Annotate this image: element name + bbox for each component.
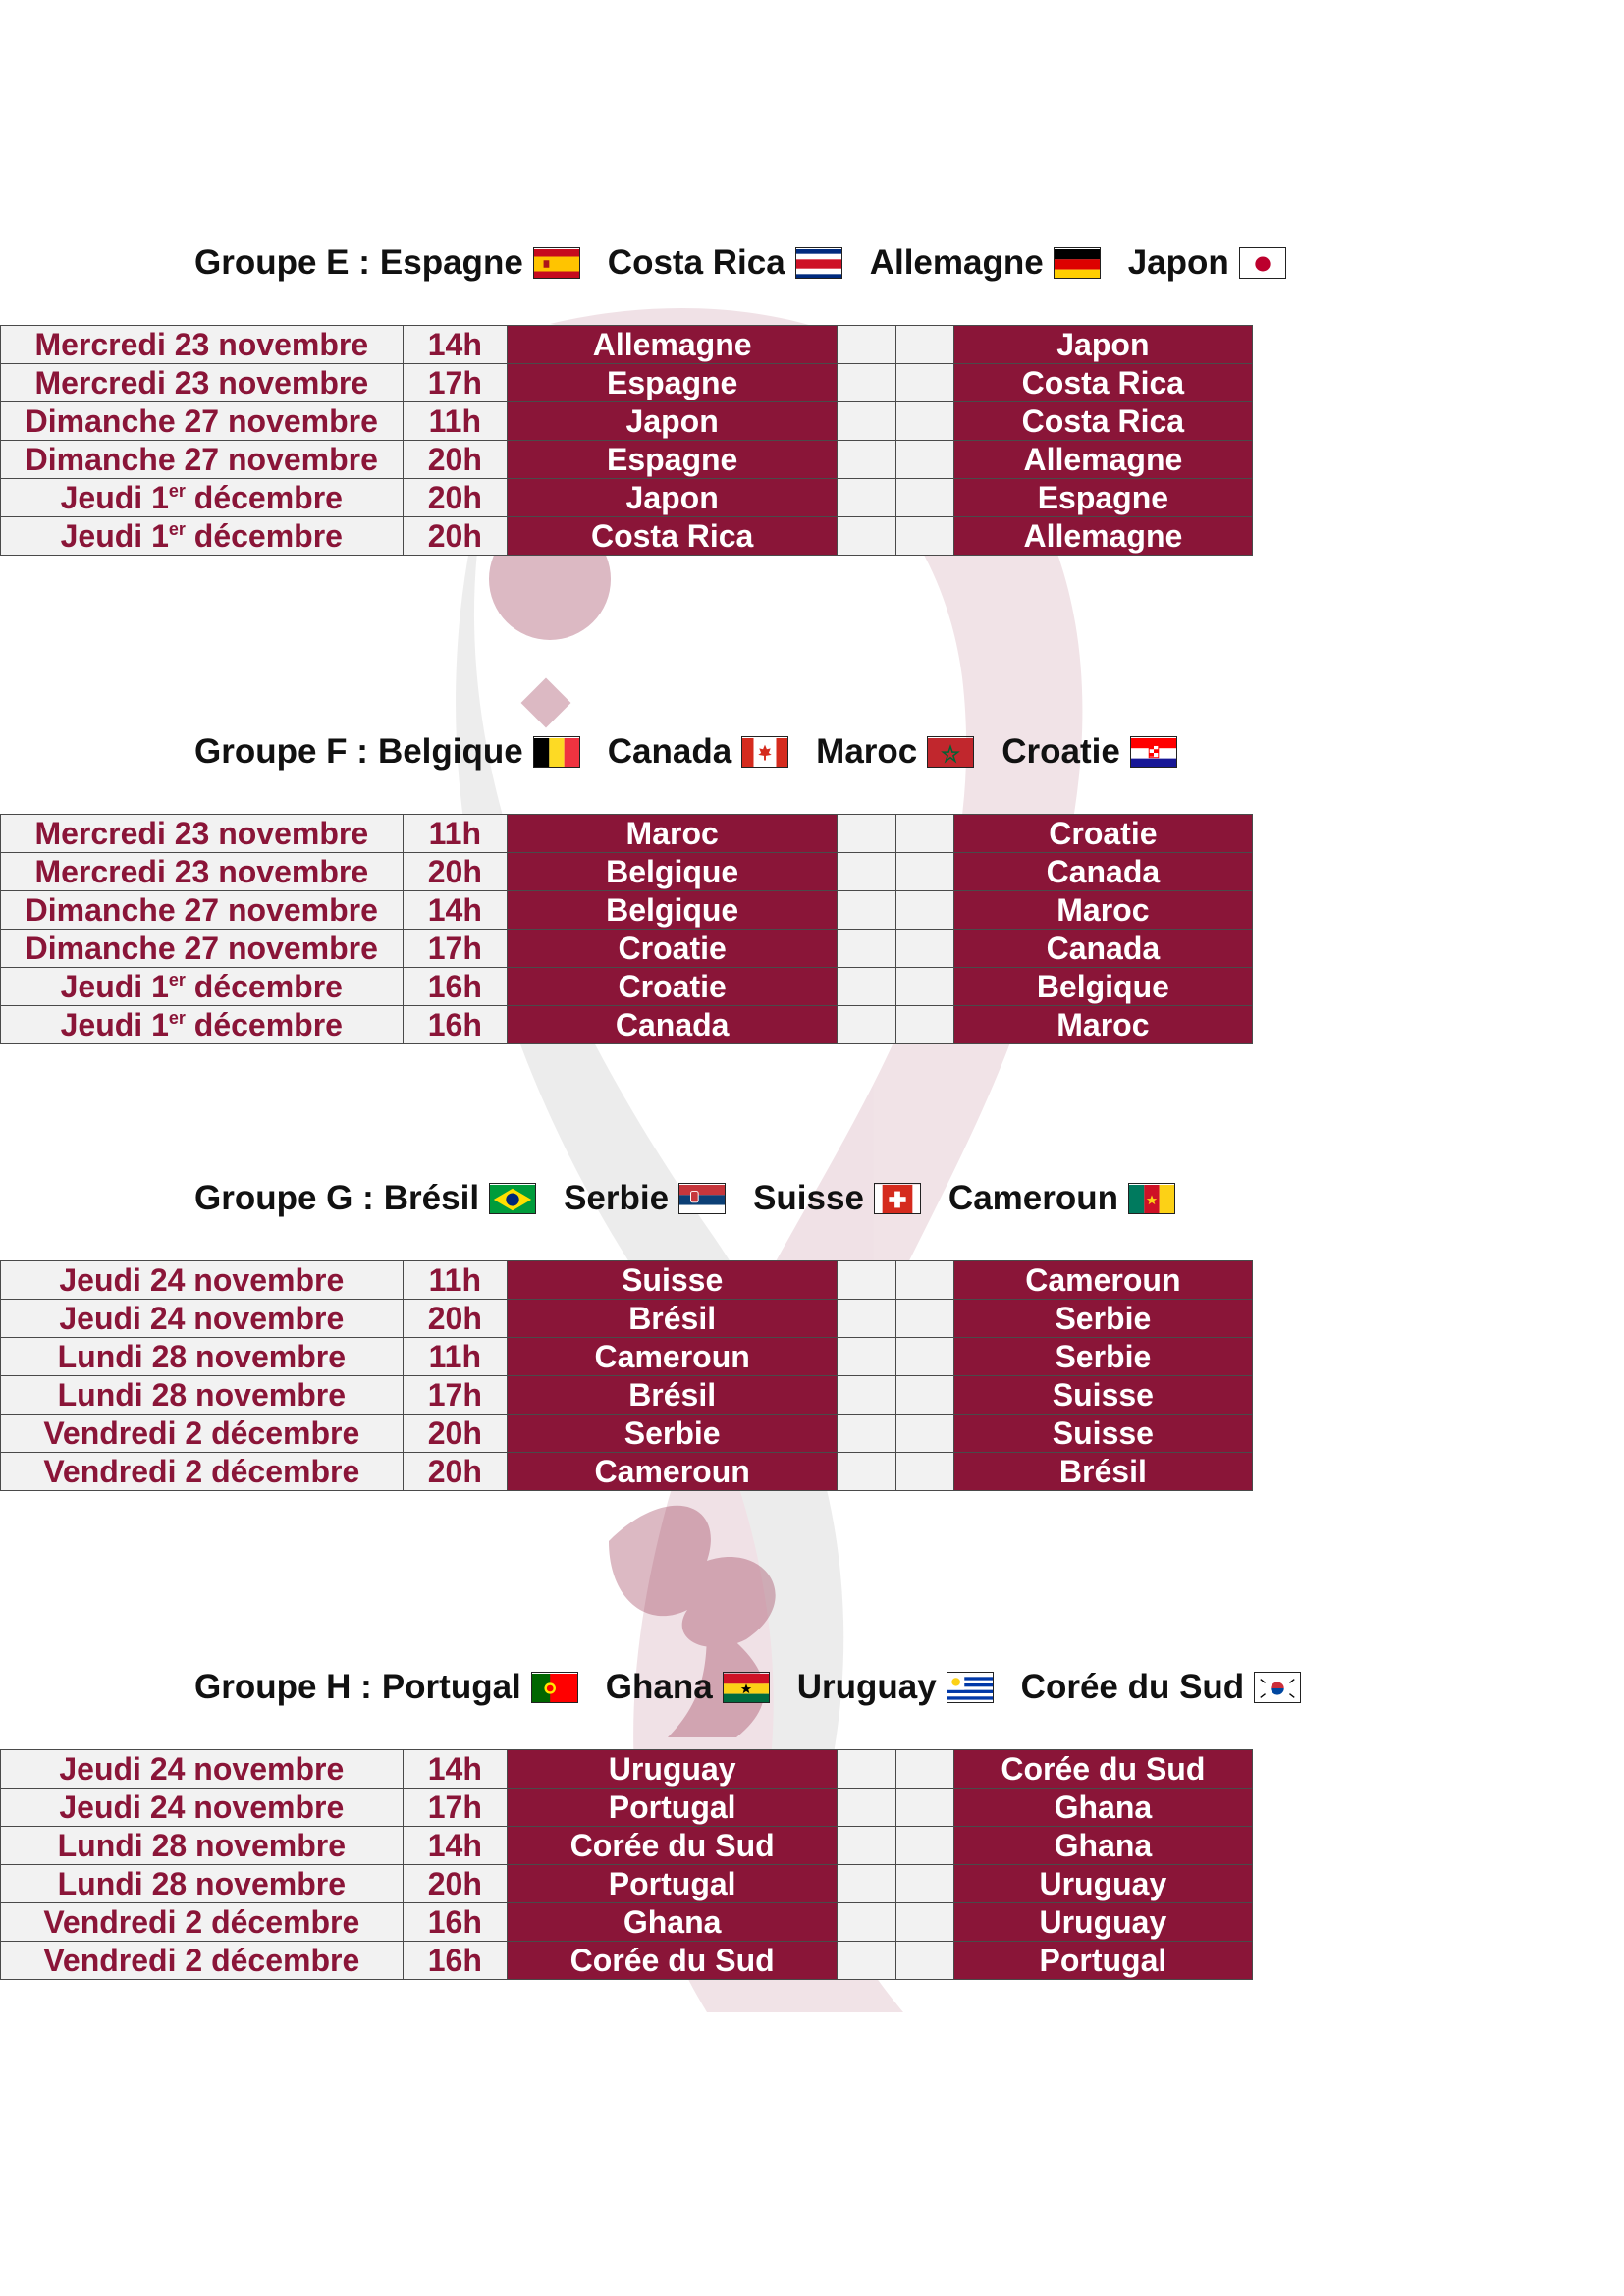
group-team (948, 1179, 1175, 1218)
date-ordinal-suffix: er (168, 1008, 186, 1028)
team-name: Uruguay (796, 1668, 937, 1706)
team-name: Belgique (377, 732, 523, 771)
match-row (1, 1750, 1253, 1789)
match-date-text: Jeudi 1 (60, 480, 169, 515)
match-date: Lundi 28 novembre (1, 1865, 404, 1903)
home-score-cell[interactable] (838, 326, 895, 364)
schedule-table (0, 1749, 1253, 1980)
match-time: 17h (403, 364, 507, 402)
match-date: Mercredi 23 novembre (1, 326, 404, 364)
home-team: Espagne (508, 441, 838, 479)
flag-germany-icon (1054, 247, 1101, 279)
match-time: 16h (403, 1006, 507, 1044)
match-row (1, 1261, 1253, 1300)
away-score-cell[interactable] (895, 930, 953, 968)
match-row (1, 479, 1253, 517)
team-name: Japon (1127, 243, 1229, 282)
match-date: Dimanche 27 novembre (1, 891, 404, 930)
home-score-cell[interactable] (838, 1789, 895, 1827)
match-time: 16h (403, 1942, 507, 1980)
match-time: 20h (403, 517, 507, 556)
group-team (816, 732, 974, 772)
team-name: Portugal (381, 1668, 521, 1706)
away-team: Maroc (953, 891, 1252, 930)
match-time: 20h (403, 853, 507, 891)
home-team: Brésil (508, 1300, 838, 1338)
home-team: Espagne (508, 364, 838, 402)
group-team (384, 1179, 536, 1218)
away-score-cell[interactable] (895, 1300, 953, 1338)
match-date: Lundi 28 novembre (1, 1827, 404, 1865)
match-time: 14h (403, 326, 507, 364)
match-time: 11h (403, 815, 507, 853)
away-team: Canada (953, 930, 1252, 968)
match-date: Mercredi 23 novembre (1, 853, 404, 891)
match-date (1, 479, 404, 517)
away-team: Uruguay (953, 1903, 1252, 1942)
group-team (1128, 243, 1286, 283)
home-team: Suisse (508, 1261, 838, 1300)
group-header (194, 239, 1447, 288)
match-time: 20h (403, 1453, 507, 1491)
match-row (1, 968, 1253, 1006)
team-name: Suisse (753, 1179, 864, 1217)
home-score-cell[interactable] (838, 1300, 895, 1338)
flag-spain-icon (533, 247, 580, 279)
match-row (1, 402, 1253, 441)
away-team: Ghana (953, 1789, 1252, 1827)
match-date: Vendredi 2 décembre (1, 1453, 404, 1491)
match-time: 16h (403, 1903, 507, 1942)
match-date: Jeudi 24 novembre (1, 1750, 404, 1789)
away-team: Allemagne (953, 441, 1252, 479)
home-score-cell[interactable] (838, 930, 895, 968)
home-team: Portugal (508, 1789, 838, 1827)
away-score-cell[interactable] (895, 517, 953, 556)
home-score-cell[interactable] (838, 479, 895, 517)
away-score-cell[interactable] (895, 326, 953, 364)
match-time: 20h (403, 1415, 507, 1453)
home-score-cell[interactable] (838, 1006, 895, 1044)
home-score-cell[interactable] (838, 517, 895, 556)
match-date-month: décembre (185, 1007, 343, 1042)
match-date-month: décembre (185, 518, 343, 554)
group-team (608, 732, 788, 772)
match-date (1, 1006, 404, 1044)
away-score-cell[interactable] (895, 1338, 953, 1376)
match-date: Vendredi 2 décembre (1, 1415, 404, 1453)
match-date: Jeudi 24 novembre (1, 1261, 404, 1300)
schedule-table (0, 814, 1253, 1044)
home-team: Croatie (508, 968, 838, 1006)
home-team: Belgique (508, 853, 838, 891)
match-date: Jeudi 24 novembre (1, 1300, 404, 1338)
match-time: 14h (403, 1827, 507, 1865)
match-time: 17h (403, 1789, 507, 1827)
match-date-text: Jeudi 1 (60, 969, 169, 1004)
match-row (1, 1300, 1253, 1338)
group-team (382, 1668, 578, 1707)
away-team: Croatie (953, 815, 1252, 853)
match-date: Vendredi 2 décembre (1, 1942, 404, 1980)
home-team: Cameroun (508, 1453, 838, 1491)
match-date: Lundi 28 novembre (1, 1376, 404, 1415)
match-time: 17h (403, 1376, 507, 1415)
away-team: Brésil (953, 1453, 1252, 1491)
match-time: 16h (403, 968, 507, 1006)
match-row (1, 364, 1253, 402)
match-date-month: décembre (185, 969, 343, 1004)
schedule-table (0, 1260, 1253, 1491)
away-score-cell[interactable] (895, 1942, 953, 1980)
flag-croatia-icon (1130, 736, 1177, 768)
away-team: Costa Rica (953, 364, 1252, 402)
match-row (1, 853, 1253, 891)
flag-serbia-icon (678, 1183, 726, 1214)
away-team: Canada (953, 853, 1252, 891)
schedule-table (0, 325, 1253, 556)
away-team: Belgique (953, 968, 1252, 1006)
team-name: Croatie (1001, 732, 1120, 771)
match-time: 11h (403, 1261, 507, 1300)
home-team: Corée du Sud (508, 1827, 838, 1865)
match-row (1, 517, 1253, 556)
away-team: Portugal (953, 1942, 1252, 1980)
team-name: Brésil (383, 1179, 480, 1217)
flag-portugal-icon (531, 1672, 578, 1703)
group-team (870, 243, 1101, 283)
flag-canada-icon (741, 736, 788, 768)
match-row (1, 1865, 1253, 1903)
group-team (564, 1179, 726, 1218)
home-team: Japon (508, 479, 838, 517)
home-team: Ghana (508, 1903, 838, 1942)
home-team: Corée du Sud (508, 1942, 838, 1980)
match-date-text: Jeudi 1 (60, 518, 169, 554)
flag-uruguay-icon (947, 1672, 994, 1703)
match-row (1, 326, 1253, 364)
flag-ghana-icon (723, 1672, 770, 1703)
group-header (194, 727, 1447, 776)
home-score-cell[interactable] (838, 968, 895, 1006)
away-team: Allemagne (953, 517, 1252, 556)
away-score-cell[interactable] (895, 364, 953, 402)
match-row (1, 930, 1253, 968)
away-score-cell[interactable] (895, 891, 953, 930)
match-date: Mercredi 23 novembre (1, 364, 404, 402)
team-name: Costa Rica (607, 243, 785, 282)
away-score-cell[interactable] (895, 815, 953, 853)
match-row (1, 1453, 1253, 1491)
match-date-text: Jeudi 1 (60, 1007, 169, 1042)
match-row (1, 891, 1253, 930)
match-date-month: décembre (185, 480, 343, 515)
flag-switzerland-icon (874, 1183, 921, 1214)
away-score-cell[interactable] (895, 968, 953, 1006)
away-team: Japon (953, 326, 1252, 364)
flag-belgium-icon (533, 736, 580, 768)
flag-brazil-icon (489, 1183, 536, 1214)
match-time: 11h (403, 402, 507, 441)
match-date (1, 517, 404, 556)
match-date: Dimanche 27 novembre (1, 930, 404, 968)
away-team: Uruguay (953, 1865, 1252, 1903)
group-label: Groupe G : (194, 1179, 374, 1217)
team-name: Serbie (564, 1179, 670, 1217)
home-score-cell[interactable] (838, 1415, 895, 1453)
home-team: Costa Rica (508, 517, 838, 556)
group-team (606, 1668, 770, 1707)
date-ordinal-suffix: er (168, 481, 186, 501)
match-row (1, 441, 1253, 479)
home-team: Brésil (508, 1376, 838, 1415)
away-score-cell[interactable] (895, 1750, 953, 1789)
away-team: Maroc (953, 1006, 1252, 1044)
away-score-cell[interactable] (895, 1376, 953, 1415)
away-team: Serbie (953, 1338, 1252, 1376)
home-score-cell[interactable] (838, 1865, 895, 1903)
away-score-cell[interactable] (895, 1415, 953, 1453)
home-score-cell[interactable] (838, 1942, 895, 1980)
match-time: 11h (403, 1338, 507, 1376)
home-score-cell[interactable] (838, 1903, 895, 1942)
away-score-cell[interactable] (895, 1261, 953, 1300)
home-team: Portugal (508, 1865, 838, 1903)
team-name: Maroc (816, 732, 918, 771)
home-score-cell[interactable] (838, 441, 895, 479)
group-team (1021, 1668, 1302, 1707)
match-date: Dimanche 27 novembre (1, 402, 404, 441)
team-name: Canada (607, 732, 732, 771)
match-row (1, 1942, 1253, 1980)
flag-costa-rica-icon (795, 247, 842, 279)
match-row (1, 1415, 1253, 1453)
home-score-cell[interactable] (838, 1338, 895, 1376)
away-team: Costa Rica (953, 402, 1252, 441)
away-score-cell[interactable] (895, 853, 953, 891)
match-row (1, 1376, 1253, 1415)
group-label: Groupe E : (194, 243, 370, 282)
home-score-cell[interactable] (838, 1827, 895, 1865)
away-team: Suisse (953, 1415, 1252, 1453)
away-score-cell[interactable] (895, 441, 953, 479)
match-time: 17h (403, 930, 507, 968)
match-date: Mercredi 23 novembre (1, 815, 404, 853)
match-date: Vendredi 2 décembre (1, 1903, 404, 1942)
away-score-cell[interactable] (895, 402, 953, 441)
home-score-cell[interactable] (838, 891, 895, 930)
home-score-cell[interactable] (838, 1750, 895, 1789)
match-row (1, 1789, 1253, 1827)
away-team: Corée du Sud (953, 1750, 1252, 1789)
home-score-cell[interactable] (838, 853, 895, 891)
home-score-cell[interactable] (838, 364, 895, 402)
home-score-cell[interactable] (838, 402, 895, 441)
away-score-cell[interactable] (895, 1453, 953, 1491)
group-header (194, 1663, 1447, 1712)
home-score-cell[interactable] (838, 815, 895, 853)
match-time: 20h (403, 1300, 507, 1338)
group-team (378, 732, 580, 772)
home-team: Canada (508, 1006, 838, 1044)
flag-morocco-icon (927, 736, 974, 768)
home-score-cell[interactable] (838, 1376, 895, 1415)
home-team: Belgique (508, 891, 838, 930)
away-team: Ghana (953, 1827, 1252, 1865)
team-name: Espagne (379, 243, 523, 282)
away-score-cell[interactable] (895, 1827, 953, 1865)
home-team: Japon (508, 402, 838, 441)
match-time: 20h (403, 479, 507, 517)
away-team: Serbie (953, 1300, 1252, 1338)
group-team (380, 243, 580, 283)
match-row (1, 1903, 1253, 1942)
home-score-cell[interactable] (838, 1261, 895, 1300)
group-team (1001, 732, 1177, 772)
match-date: Lundi 28 novembre (1, 1338, 404, 1376)
home-team: Croatie (508, 930, 838, 968)
home-score-cell[interactable] (838, 1453, 895, 1491)
flag-cameroon-icon (1128, 1183, 1175, 1214)
match-time: 14h (403, 891, 507, 930)
match-row (1, 1338, 1253, 1376)
flag-south-korea-icon (1254, 1672, 1301, 1703)
away-team: Suisse (953, 1376, 1252, 1415)
away-score-cell[interactable] (895, 479, 953, 517)
group-team (797, 1668, 994, 1707)
match-row (1, 1827, 1253, 1865)
match-time: 14h (403, 1750, 507, 1789)
away-score-cell[interactable] (895, 1789, 953, 1827)
home-team: Cameroun (508, 1338, 838, 1376)
group-team (608, 243, 842, 283)
away-score-cell[interactable] (895, 1006, 953, 1044)
team-name: Cameroun (947, 1179, 1119, 1217)
flag-japan-icon (1239, 247, 1286, 279)
group-team (753, 1179, 921, 1218)
home-team: Uruguay (508, 1750, 838, 1789)
group-header (194, 1174, 1447, 1223)
home-team: Allemagne (508, 326, 838, 364)
group-label: Groupe H : (194, 1668, 372, 1706)
away-team: Cameroun (953, 1261, 1252, 1300)
match-date: Dimanche 27 novembre (1, 441, 404, 479)
match-date (1, 968, 404, 1006)
match-date: Jeudi 24 novembre (1, 1789, 404, 1827)
team-name: Ghana (605, 1668, 713, 1706)
date-ordinal-suffix: er (168, 519, 186, 539)
match-row (1, 1006, 1253, 1044)
home-team: Serbie (508, 1415, 838, 1453)
away-score-cell[interactable] (895, 1903, 953, 1942)
team-name: Corée du Sud (1020, 1668, 1245, 1706)
away-score-cell[interactable] (895, 1865, 953, 1903)
date-ordinal-suffix: er (168, 970, 186, 989)
home-team: Maroc (508, 815, 838, 853)
away-team: Espagne (953, 479, 1252, 517)
match-time: 20h (403, 441, 507, 479)
match-row (1, 815, 1253, 853)
match-time: 20h (403, 1865, 507, 1903)
group-label: Groupe F : (194, 732, 368, 771)
team-name: Allemagne (869, 243, 1044, 282)
